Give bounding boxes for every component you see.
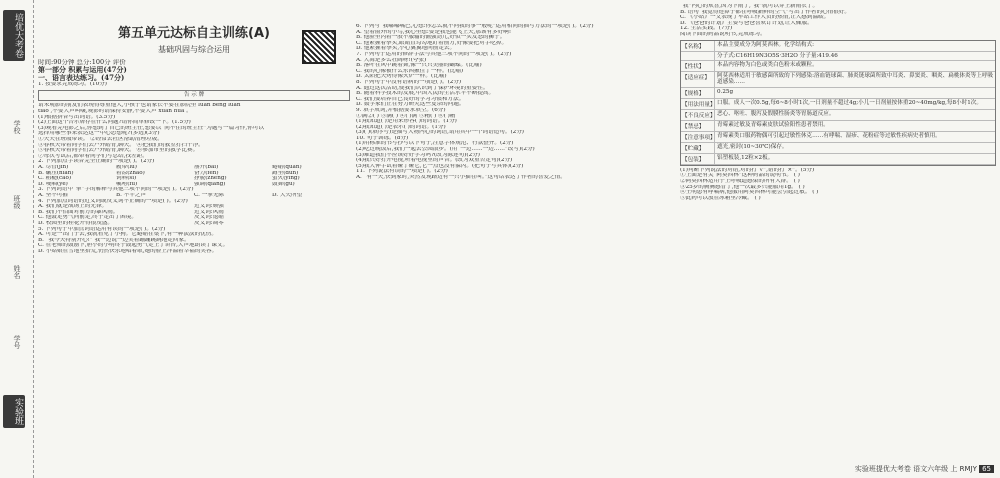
leaflet-key: 【规格】	[681, 88, 715, 98]
leaflet-value: 本品内容物为白色或类白色粉末或颗粒。	[717, 61, 818, 68]
leaflet-row	[681, 72, 995, 88]
question-line: ①满②( ) ③满( ) ④( )满 ⑤精( ) ⑥( )精	[356, 113, 456, 119]
page-title: 第五单元达标自主训练(A)	[118, 26, 270, 41]
binding-tab-bottom: 实验班	[3, 395, 25, 428]
option-text: 饲料(sì)	[116, 176, 137, 182]
option-text: 反义词:退缩	[194, 215, 224, 221]
leaflet-key: 【性状】	[681, 61, 715, 71]
question-line: C. 在老师的鼓励下,胆小的小明终于鼓起勇气走上了讲台,大声地朗读了课文。	[38, 243, 229, 249]
leaflet-row	[681, 41, 995, 52]
option-text: C. 粗糙(cāo)	[38, 176, 72, 182]
question-line: 3. 下列词语中“掣”字的解释与其他三项不同的一项是( )。(2分)	[38, 187, 194, 193]
column-left	[38, 0, 350, 478]
question-line: C. 我的心像被什么东西揪住了一样。(比喻)	[356, 68, 464, 74]
question-line: ⑦每次考试后,都带着同学们写总结,找差距。	[38, 153, 148, 159]
question-line: B. 随着科学技术的发展,中国人民的生活水平不断提高。	[356, 91, 495, 97]
option-text: 蜷缩(quán)	[272, 165, 302, 170]
question-line: A. 通过这次活动,使我们认识到了保护环境的重要性。	[356, 85, 489, 91]
question-line: 5. 下列句子中加点词语运用有误的一项是( )。(2分)	[38, 226, 166, 232]
question-line: C. 《小站》一文表现了车站工作人员的热情,让人感到温暖。	[680, 15, 830, 21]
question-line: 10. 句子训练。(8分)	[356, 135, 409, 141]
leaflet-row	[681, 61, 995, 72]
binding-strip	[0, 0, 34, 478]
leaflet-key: 【贮藏】	[681, 143, 715, 153]
exam-meta: 时间:90分钟 总分:100分 评价	[38, 59, 126, 66]
question-line: 7. 下列句子运用的修辞手法与其他三项不同的一项是( )。(2分)	[356, 51, 512, 57]
question-line: 9. 填字成词,并根据要求填空。(6分)	[356, 107, 446, 113]
question-line: 2. 下列加点字读音完全正确的一项是( )。(2分)	[38, 159, 155, 165]
question-line: ①天天在班级带读。 ②经常去社区帮助清理垃圾。	[38, 137, 163, 143]
column-right	[680, 0, 996, 478]
option-text: 掰开(bāi)	[194, 165, 219, 170]
question-line: (3)( )(填序号)是描写人物内心的词语,请用其中一个词语造句。(2分)	[356, 130, 524, 136]
question-line: 8. 下列句子中没有语病的一项是( )。(2分)	[356, 79, 462, 85]
question-line: (2)我知道( )是表示( )的词语。(1分)	[356, 124, 446, 130]
page-subtitle: 基础巩固与综合运用	[158, 45, 230, 54]
question-line: 请未观影的朋友们表现得尊重他人,小孩子也请家长不要在影院里 luàn bèng luàn	[38, 103, 241, 109]
leaflet-value: 青霉素过敏及青霉素皮肤试验阳性患者禁用。	[717, 121, 829, 128]
option-text: 奋力(fèn)	[194, 170, 219, 176]
question-line: A. 可是一出门子去,我就看见了小狗。它蜷缩在桌下,有一种淡淡的忧伤。	[38, 232, 217, 238]
question-line: (5)我大伸手试着碰了碰它,它一点也没有躲闪。(把句子写具体)(2分)	[356, 163, 524, 169]
binding-label: 学号	[13, 335, 21, 349]
question-line: 6. 下列与“我嘟嘟嘴巴,心想:你怎么就不问我的事一般呢”运用相同的描写方法的一项是( )。(2分)	[356, 24, 594, 29]
question-line: C. 我们要培养自己良好的学习习惯和方法。	[356, 96, 465, 102]
leaflet-key: 【名称】	[681, 41, 715, 51]
question-line: D. 小姑娘在雪地里拾荒,仍然快乐地唱着歌,她的脸上洋溢着幸福的笑容。	[38, 248, 218, 254]
option-text: A. 坚不可摧	[38, 192, 68, 198]
qr-code-icon	[302, 30, 336, 64]
question-line: D. 数学家们正在努力研究这些复杂的问题。	[356, 102, 465, 108]
question-line: A. 大海是多么壮阔呀!(夸张)	[356, 57, 427, 63]
leaflet-key: 【不良反应】	[681, 110, 715, 120]
question-line: (3)观看完电影之后,你想到了自己的班主任,想要以“同不住的班主任”为题写一篇习作,你可以	[38, 125, 264, 131]
leaflet-key: 【包装】	[681, 154, 715, 164]
leaflet-value: 本品主要成分为阿莫西林。化学结构式:	[717, 41, 814, 48]
question-line: A. 望着窗外的小鸟,我心里想:要是我也能飞上天,那该有多好啊!	[356, 29, 512, 35]
question-line: 阅读下面的药品说明书,完成练习。	[680, 31, 766, 37]
option-text: D. 校园里的桂花开得很茂盛。	[38, 220, 113, 226]
option-text: 萤火(yíng)	[272, 176, 300, 182]
leaflet-row	[681, 88, 995, 99]
question-line: (2)上面这个告示牌存在什么问题?请你简单修改一下。(1.5分)	[38, 120, 191, 126]
page-footer	[855, 464, 994, 474]
column-middle-items	[356, 24, 674, 181]
section-heading: 第一部分 积累与运用(47分)	[38, 64, 127, 74]
leaflet-key: 【注意事项】	[681, 132, 715, 142]
option-text: 蹲坐(dūn)	[272, 170, 299, 176]
question-line: (1)用标准的书写抄写以下句子,注意字体规范、行款整齐。(2分)	[356, 141, 514, 147]
question-line: B. 落叶在风中跳着舞,像一只只美丽的蝴蝶。(比喻)	[356, 63, 482, 69]
leaflet-row	[681, 121, 995, 132]
question-line: D. 《爸爸的计划》主要写爸爸喜欢订计划,让人佩服。	[680, 20, 813, 26]
question-line: C. 他紧握着拳头,眼睛直勾勾地盯着前方,好像要把对手吃掉。	[356, 40, 508, 46]
binding-label: 班级	[13, 195, 21, 209]
option-text: C. 一掣无际	[194, 192, 225, 198]
question-line: ⑤此药可以放在冰箱里冷藏。 ( )	[680, 195, 761, 201]
leaflet-key: 【禁忌】	[681, 121, 715, 131]
question-line: ④王明患有哮喘病,他服用阿莫西林可能会引起过敏。 ( )	[680, 190, 819, 196]
question-line: (2)吃过晚饭后,我们一起去公园散步。(用“一边……一边……”改写)(2分)	[356, 147, 535, 153]
leaflet-row	[681, 132, 995, 143]
question-line: ①上面是有关“阿莫西林”这种药品的说明书。 ( )	[680, 173, 800, 179]
leaflet-value: 青霉素类口服药物偶可引起过敏性休克……有哮喘、湿疹、花粉症等过敏性疾病史者慎用。	[717, 132, 941, 139]
question-line: 告 示 牌	[38, 90, 350, 102]
column-right-questions	[680, 168, 996, 202]
question-line: (1)我知道( )是用来形容( )的词语。(1分)	[356, 119, 457, 125]
question-line: 12. 生活实践。(7分)	[680, 26, 733, 32]
question-line: B. 他脸里闪着一股不服输的倔强劲儿,好似一头发怒的狮子。	[356, 35, 506, 41]
question-line: 4. 下列加点词语的近义词或反义词不正确的一项是( )。(2分)	[38, 198, 188, 204]
question-line: (4)我只好打开电视,听着电视里的声音。(改为双重否定句)(2分)	[356, 158, 513, 164]
column-right-items	[680, 4, 996, 38]
leaflet-key	[681, 52, 715, 60]
leaflet-value: 0.25g	[717, 88, 734, 95]
leaflet-value: 恶心、呕吐、腹泻及假膜性肠炎等胃肠道反应。	[717, 110, 835, 117]
question-line: 11. 下列说法有误的一项是( )。(2分)	[356, 169, 448, 175]
question-line: 1. 按要求完成练习。(10分)	[38, 82, 107, 88]
question-line: ⑤春秋天带着同学们去户外踏青,聊天。 ⑥参加市里的教学比赛。	[38, 148, 199, 154]
binding-tab-top: 培优大考卷	[3, 10, 25, 61]
leaflet-value: 铝塑板装,12粒×2板。	[717, 154, 774, 161]
question-line: “我”内心的欢喜,因为下雨了,“我”就可以穿上新雨衣了。	[680, 4, 819, 9]
leaflet-value: 阿莫西林适用于敏感菌所致的下列感染:溶血链球菌、肺炎链球菌所致中耳炎、鼻窦炎、咽炎、扁桃体炎等上呼吸道感染……	[717, 72, 993, 86]
section-heading: 一、语言表达练习。(47分)	[38, 72, 125, 82]
question-line: D. 太阳把天烤得像火炉一样。(比喻)	[356, 74, 447, 80]
question-line: 选择用哪些事来表达这一中心思想呢?(多选)(3分)	[38, 131, 160, 137]
question-line: ③春秋天带着同学们去户外踏青,聊天。 ④把我们的教室打扫干净。	[38, 142, 204, 148]
question-line: (1)判断下列说法的对错,对的打“√”,错的打“×”。(5分)	[680, 167, 815, 173]
question-line: B. 语句“我觉得连鼻子都在呼吸新鲜的空气”写出了作者的心情很好。	[680, 9, 851, 15]
column-middle	[356, 0, 674, 478]
option-text: D. 大失所望	[272, 192, 303, 198]
option-text: 着凉(zháo)	[116, 170, 145, 176]
option-text: C. 他鼓足勇气向前走,终于走出了困境。	[38, 215, 137, 221]
option-text: 挣脱(zhèng)	[194, 176, 227, 182]
leaflet-row	[681, 143, 995, 154]
option-text: A. 我们就是战场上的先锋。	[38, 204, 108, 210]
leaflet-key: 【用法用量】	[681, 99, 715, 109]
option-text: B. 我们不怕面对前方的暴风雨。	[38, 209, 119, 215]
question-line: A. “有一天,快到家时,突然发现路边有一只小猫在叫。”这句话表达了作者的喜爱之情。	[356, 175, 566, 181]
leaflet-row	[681, 52, 995, 61]
question-line: D. 他紧握着拳头,小心翼翼地向前走去。	[356, 46, 456, 52]
option-text: D. 哽咽(yè)	[38, 181, 68, 187]
leaflet-row	[681, 110, 995, 121]
question-line: (3)难道我们不应该好好学习吗?(改为陈述句)(2分)	[356, 152, 480, 158]
option-text: 嘱咐(fù)	[116, 181, 138, 187]
leaflet-key: 【适应症】	[681, 72, 715, 87]
question-line: ③25岁的腾腾感冒了,他一次最多只能服用1g。 ( )	[680, 184, 805, 190]
leaflet-value: 口服。成人一次0.5g,每6~8小时1次,一日剂量不超过4g;小儿一日剂量按体重20~40mg/kg,每8小时1次。	[717, 99, 982, 106]
leaflet-row	[681, 99, 995, 110]
option-text: B. 碾压(niǎn)	[38, 170, 74, 176]
question-line: ②阿莫西林适用于上呼吸道感染的所有人群。 ( )	[680, 179, 800, 185]
question-line: (1)根据拼音写出词语。(3.5分)	[38, 114, 116, 120]
column-left-items	[38, 66, 350, 255]
leaflet-value: 遮光,密封(10~30℃)保存。	[717, 143, 788, 150]
option-text: 近义词:顽强	[194, 204, 224, 210]
binding-label: 姓名	[13, 265, 21, 279]
option-text: 履带(lǚ)	[116, 165, 137, 170]
option-text: 鼓舞(gǔ)	[272, 181, 295, 187]
question-line: tiào ,不要大声叫嚷,观影时请保持安静,不要大声 xuān huá 。	[38, 109, 192, 115]
leaflet-value: 分子式:C16H19N3O5S·3H2O 分子量:419.46	[717, 52, 838, 59]
option-text: A. 尽管(jǐn)	[38, 165, 69, 170]
option-text: 反义词:凋零	[194, 220, 224, 226]
question-line: B. “我今天特别开心!” 我一边说一边笑着蹦蹦跳跳地走回家。	[38, 237, 190, 243]
drug-leaflet	[680, 40, 996, 166]
page-number: 65	[979, 465, 994, 473]
option-text: 近义词:风雨	[194, 209, 224, 215]
binding-label: 学校	[13, 120, 21, 134]
footer-text: 实验班提优大考卷 语文六年级 上 RMJY	[854, 465, 977, 473]
option-text: 强调(qiáng)	[194, 181, 226, 187]
leaflet-row	[681, 154, 995, 165]
option-text: B. 不平之声	[116, 192, 147, 198]
